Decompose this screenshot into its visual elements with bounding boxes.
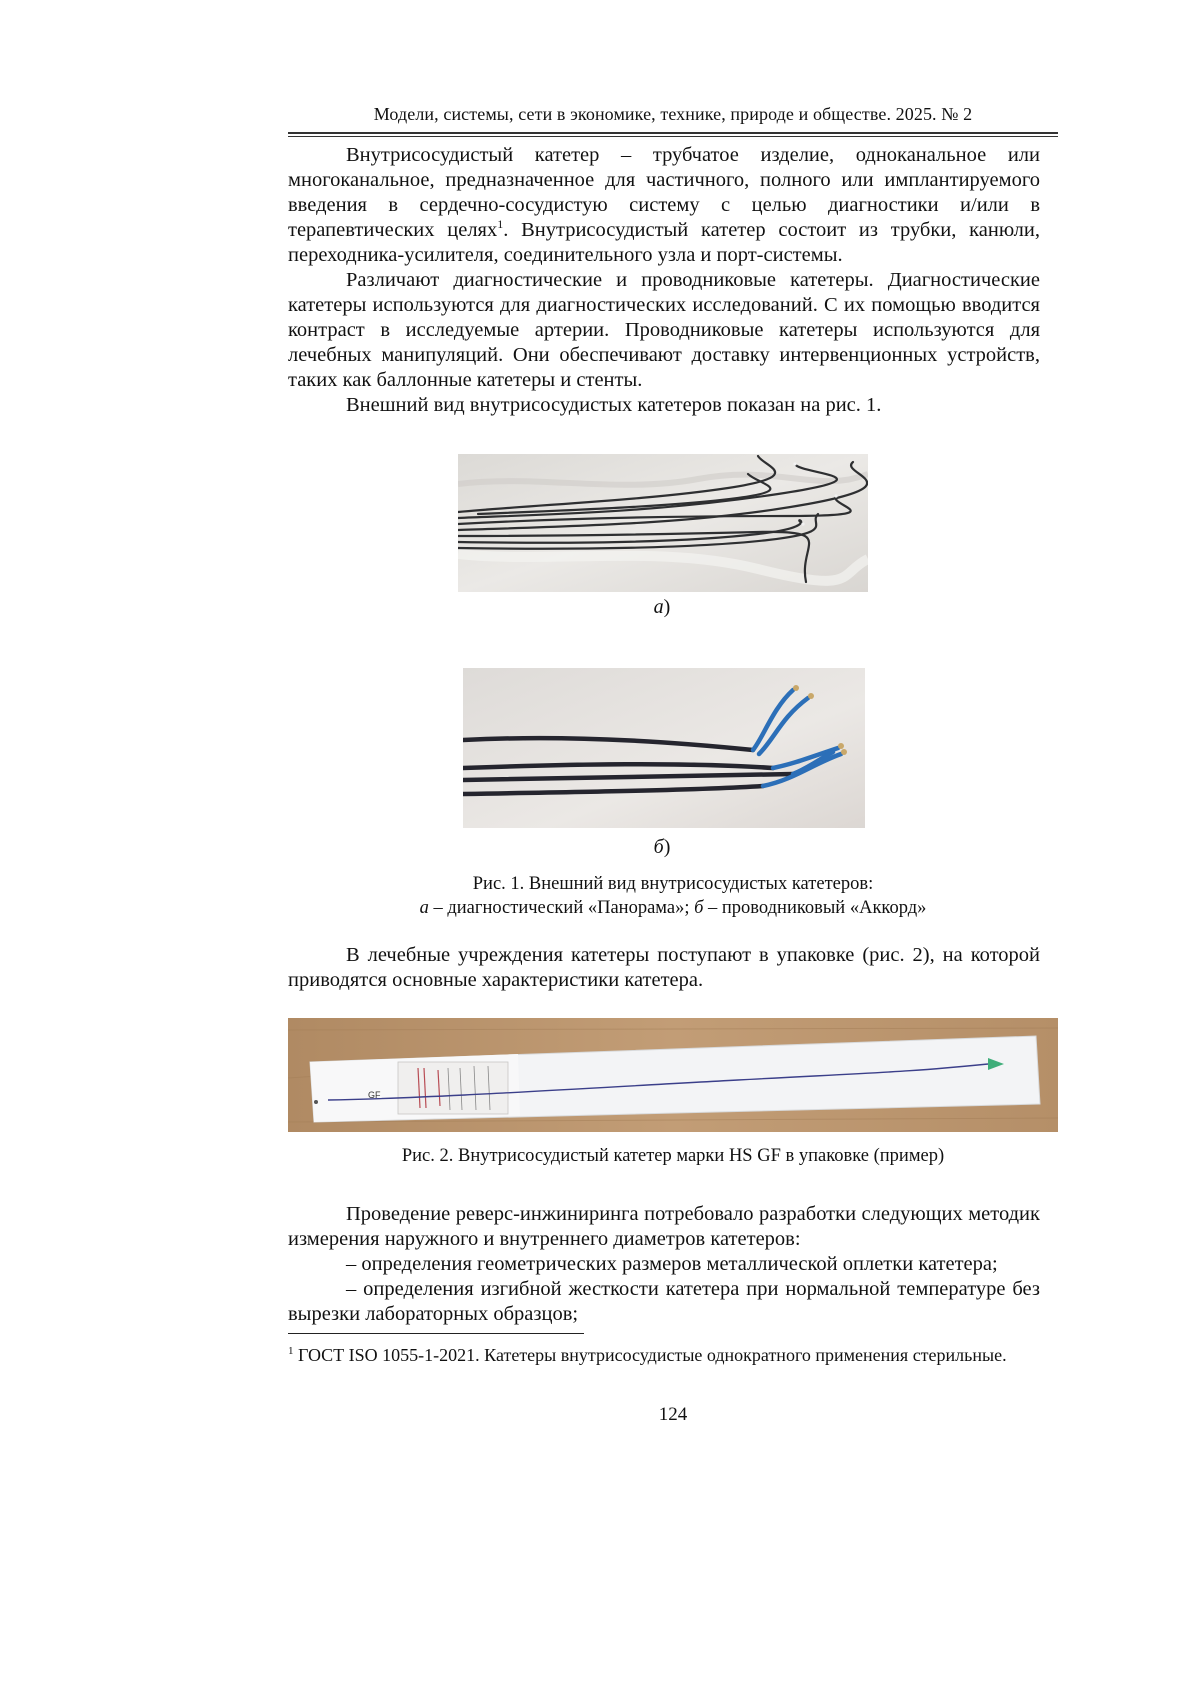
caption-b-text: – проводниковый «Аккорд» bbox=[703, 898, 927, 918]
paragraph-reverse-engineering: Проведение реверс-инжиниринга потребовало разработки следующих методик измерения наружного и внутреннего диаметров катетеров: bbox=[288, 1203, 1040, 1250]
page-number: 124 bbox=[658, 1404, 688, 1425]
figure-2-caption: Рис. 2. Внутрисосудистый катетер марки HS GF в упаковке (пример) bbox=[401, 1146, 945, 1166]
list-item-braid-geometry: – определения геометрических размеров металлической оплетки катетера; bbox=[346, 1253, 998, 1275]
footnote bbox=[288, 1344, 1040, 1367]
package-label: GF bbox=[368, 1090, 381, 1100]
paragraph-definition bbox=[288, 143, 1040, 268]
caption-a-text: – диагностический «Панорама»; bbox=[428, 898, 695, 918]
paragraph-definition-text: Внутрисосудистый катетер – трубчатое изделие, одноканальное или многоканальное, предназначенное для частичного, полного или имплантируемого введения в сердечно-сосудистую систему с целью диагностики и/или в терапевтических целях bbox=[288, 144, 1040, 241]
figure-2-photo-catheter-package bbox=[288, 1018, 1058, 1132]
figure-1a-photo-diagnostic-catheters bbox=[458, 454, 868, 592]
footnote-rule bbox=[288, 1333, 584, 1334]
footnote-marker: 1 bbox=[288, 1345, 294, 1357]
footnote-text: ГОСТ ISO 1055-1-2021. Катетеры внутрисосудистые однократного применения стерильные. bbox=[293, 1345, 1007, 1365]
figure-1a-photo bbox=[458, 454, 868, 592]
caption-letter-b: б bbox=[694, 898, 704, 918]
footnote-reference[interactable]: 1 bbox=[497, 217, 504, 232]
figure-1b-photo-guiding-catheters bbox=[463, 668, 865, 828]
paragraph-figure-reference: Внешний вид внутрисосудистых катетеров показан на рис. 1. bbox=[346, 394, 882, 416]
figure-1a-label bbox=[642, 596, 682, 619]
paragraph-catheter-types: Различают диагностические и проводниковые катетеры. Диагностические катетеры используются для диагностических исследований. С их помощью вводится контраст в исследуемые артерии. Проводниковые катетеры используются для лечебных манипуляций. Они обеспечивают доставку интервенционных устройств, таких как баллонные катетеры и стенты. bbox=[288, 269, 1040, 391]
paragraph-packaging: В лечебные учреждения катетеры поступают в упаковке (рис. 2), на которой приводятся основные характеристики катетера. bbox=[288, 944, 1040, 991]
caption-letter-a: а bbox=[419, 898, 429, 918]
figure-1a-paren: ) bbox=[663, 596, 671, 618]
figure-1a-letter: а bbox=[653, 596, 664, 618]
figure-2-photo bbox=[288, 1018, 1058, 1132]
running-header: Модели, системы, сети в экономике, технике, природе и обществе. 2025. № 2 bbox=[373, 104, 973, 124]
figure-1-caption-legend bbox=[288, 896, 1058, 920]
header-rule-thin bbox=[288, 136, 1058, 137]
figure-1-caption bbox=[288, 872, 1058, 920]
paragraph-definition-tail: . Внутрисосудистый катетер состоит из трубки, канюли, переходника-усилителя, соединительного узла и порт-системы. bbox=[288, 219, 1041, 266]
figure-1b-letter: б bbox=[653, 836, 664, 858]
figure-1b-paren: ) bbox=[663, 836, 671, 858]
figure-1b-label bbox=[642, 836, 682, 859]
list-item-bending-stiffness: – определения изгибной жесткости катетера при нормальной температуре без вырезки лабораторных образцов; bbox=[288, 1278, 1040, 1325]
figure-1-caption-title: Рис. 1. Внешний вид внутрисосудистых катетеров: bbox=[472, 874, 874, 894]
header-rule bbox=[288, 132, 1058, 134]
figure-1b-photo bbox=[463, 668, 865, 828]
